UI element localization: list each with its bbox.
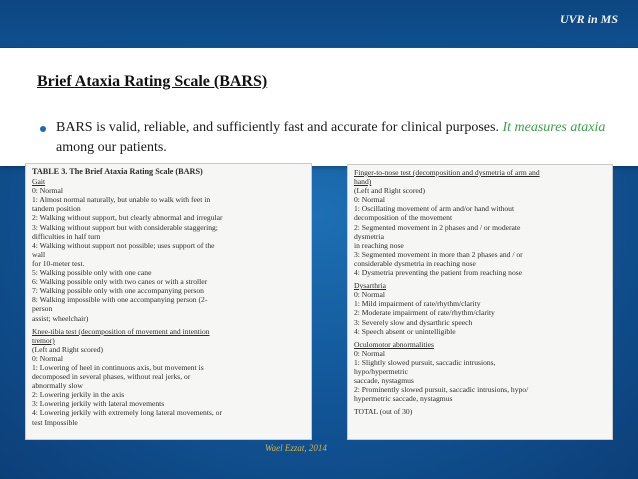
table-line: 3: Walking without support but with considerable staggering; [32, 222, 218, 232]
table-line: Oculomotor abnormalities [354, 339, 434, 349]
table-line: 2: Moderate impairment of rate/rhythm/clarity [354, 308, 495, 318]
table-line: 0: Normal [354, 290, 386, 300]
table-line: 1: Slightly slowed pursuit, saccadic intrusions, [354, 357, 496, 367]
table-line: in reaching nose [354, 240, 404, 250]
bars-table-right-column [347, 164, 613, 440]
table-line: TOTAL (out of 30) [354, 407, 413, 417]
table-line: 3: Segmented movement in more than 2 phases and / or [354, 249, 523, 259]
table-line: 2: Walking without support, but clearly abnormal and irregular [32, 213, 223, 223]
table-line: hypermetric saccade, nystagmus [354, 394, 453, 404]
table-line: 4: Lowering jerkily with extremely long lateral movements, or [32, 408, 223, 418]
table-line: 3: Severely slow and dysarthric speech [354, 317, 473, 327]
table-line: 1: Oscillating movement of arm and/or hand without [354, 204, 515, 214]
table-line: 0: Normal [32, 353, 64, 363]
table-line: tandem position [32, 204, 81, 214]
table-line: 2: Segmented movement in 2 phases and / or moderate [354, 222, 521, 232]
bullet-text [56, 118, 616, 158]
table-line: (Left and Right scored) [354, 186, 426, 196]
table-line: 0: Normal [354, 195, 386, 205]
bars-table-left-column [25, 163, 312, 440]
table-line: Knee-tibia test (decomposition of movement and intention [32, 326, 210, 336]
table-line: person [32, 304, 53, 314]
footer-credit: Wael Ezzat, 2014 [265, 443, 327, 453]
table-line: assist; wheelchair) [32, 313, 89, 323]
bullet-text-end: among our patients. [56, 140, 167, 155]
top-bar [0, 0, 638, 47]
table-line: 3: Lowering jerkily with lateral movements [32, 399, 165, 409]
presentation-title: UVR in MS [559, 12, 618, 26]
bullet-icon [40, 126, 46, 132]
table-line: 4: Speech absent or unintelligible [354, 326, 456, 336]
table-line: Dysarthria [354, 281, 387, 291]
table-line: tremor) [32, 335, 55, 345]
table-line: 6: Walking possible only with two canes or with a stroller [32, 277, 208, 287]
table-line: 0: Normal [32, 186, 64, 196]
table-line: for 10-meter test. [32, 258, 85, 268]
table-line: TABLE 3. The Brief Ataxia Rating Scale (BARS) [32, 167, 203, 176]
table-line: considerable dysmetria in reaching nose [354, 258, 476, 268]
slide-heading: Brief Ataxia Rating Scale (BARS) [37, 73, 268, 90]
table-line: decomposition of the movement [354, 213, 453, 223]
table-line: abnormally slow [32, 381, 83, 391]
table-line: Gait [32, 177, 46, 187]
table-line: decomposed in several phases, without real jerks, or [32, 372, 191, 382]
table-line: 2: Lowering jerkily in the axis [32, 390, 125, 400]
bullet-text-start: BARS is valid, reliable, and sufficiently fast and accurate for clinical purposes. [56, 120, 503, 135]
table-line: (Left and Right scored) [32, 344, 104, 354]
table-line: dysmetria [354, 231, 384, 241]
table-line: 5: Walking possible only with one cane [32, 268, 152, 278]
table-line: 8: Walking impossible with one accompanying person (2- [32, 295, 208, 305]
table-line: 1: Almost normal naturally, but unable to walk with feet in [32, 195, 211, 205]
table-line: 4: Walking without support not possible; uses support of the [32, 240, 215, 250]
table-line: Finger-to-nose test (decomposition and dysmetria of arm and [354, 168, 540, 177]
table-line: 7: Walking possible only with one accompanying person [32, 286, 204, 296]
table-line: difficulties in half turn [32, 231, 101, 241]
table-line: wall [32, 249, 46, 259]
table-line: test Impossible [32, 417, 78, 427]
table-line: hypo/hypermetric [354, 366, 408, 376]
table-line: hand) [354, 177, 372, 187]
bullet-highlight: It measures ataxia [502, 120, 606, 135]
table-line: 2: Prominently slowed pursuit, saccadic intrusions, hypo/ [354, 385, 529, 395]
table-line: 0: Normal [354, 348, 386, 358]
table-line: 4: Dysmetria preventing the patient from reaching nose [354, 268, 523, 278]
table-line: saccade, nystagmus [354, 376, 414, 386]
table-line: 1: Lowering of heel in continuous axis, but movement is [32, 362, 204, 372]
table-line: 1: Mild impairment of rate/rhythm/clarity [354, 299, 481, 309]
